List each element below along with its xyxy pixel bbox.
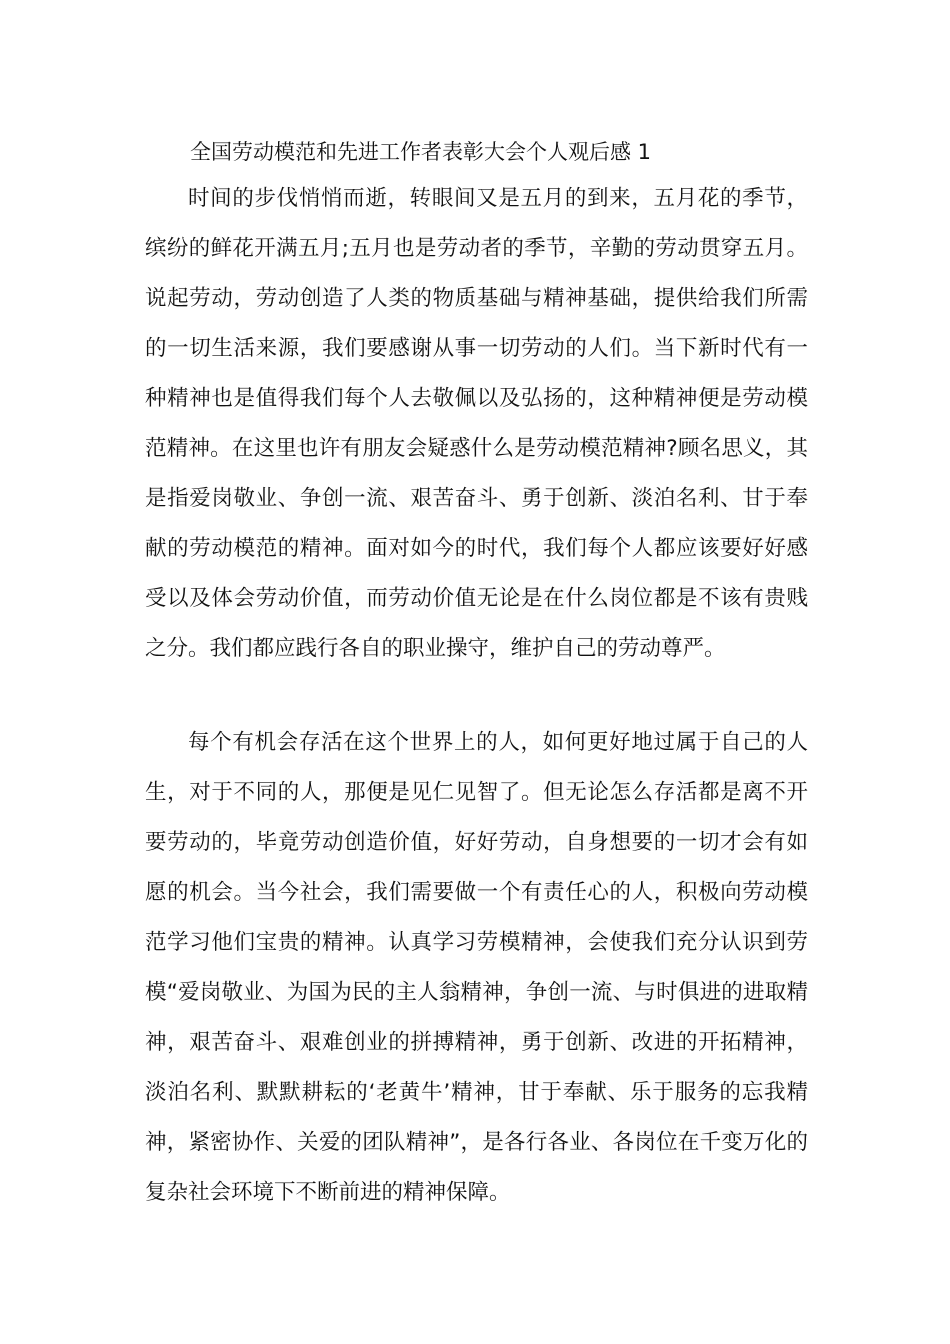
paragraph-1: 时间的步伐悄悄而逝，转眼间又是五月的到来，五月花的季节，缤纷的鲜花开满五月;五月也是劳动者的季节，辛勤的劳动贯穿五月。说起劳动，劳动创造了人类的物质基础与精神基础，提供给我们所需的一切生活来源，我们要感谢从事一切劳动的人们。当下新时代有一种精神也是值得我们每个人去敬佩以及弘扬的，这种精神便是劳动模范精神。在这里也许有朋友会疑惑什么是劳动模范精神?顾名思义，其是指爱岗敬业、争创一流、艰苦奋斗、勇于创新、淡泊名利、甘于奉献的劳动模范的精神。面对如今的时代，我们每个人都应该要好好感受以及体会劳动价值，而劳动价值无论是在什么岗位都是不该有贵贱之分。我们都应践行各自的职业操守，维护自己的劳动尊严。 — [145, 186, 808, 661]
document-title: 全国劳动模范和先进工作者表彰大会个人观后感 1 — [190, 140, 652, 164]
paragraph-2: 每个有机会存活在这个世界上的人，如何更好地过属于自己的人生，对于不同的人，那便是见仁见智了。但无论怎么存活都是离不开要劳动的，毕竟劳动创造价值，好好劳动，自身想要的一切才会有如愿的机会。当今社会，我们需要做一个有责任心的人，积极向劳动模范学习他们宝贵的精神。认真学习劳模精神，会使我们充分认识到劳模“爱岗敬业、为国为民的主人翁精神，争创一流、与时俱进的进取精神，艰苦奋斗、艰难创业的拼搏精神，勇于创新、改进的开拓精神，淡泊名利、默默耕耘的‘老黄牛’精神，甘于奉献、乐于服务的忘我精神，紧密协作、关爱的团队精神”，是各行各业、各岗位在千变万化的复杂社会环境下不断前进的精神保障。 — [145, 730, 808, 1205]
